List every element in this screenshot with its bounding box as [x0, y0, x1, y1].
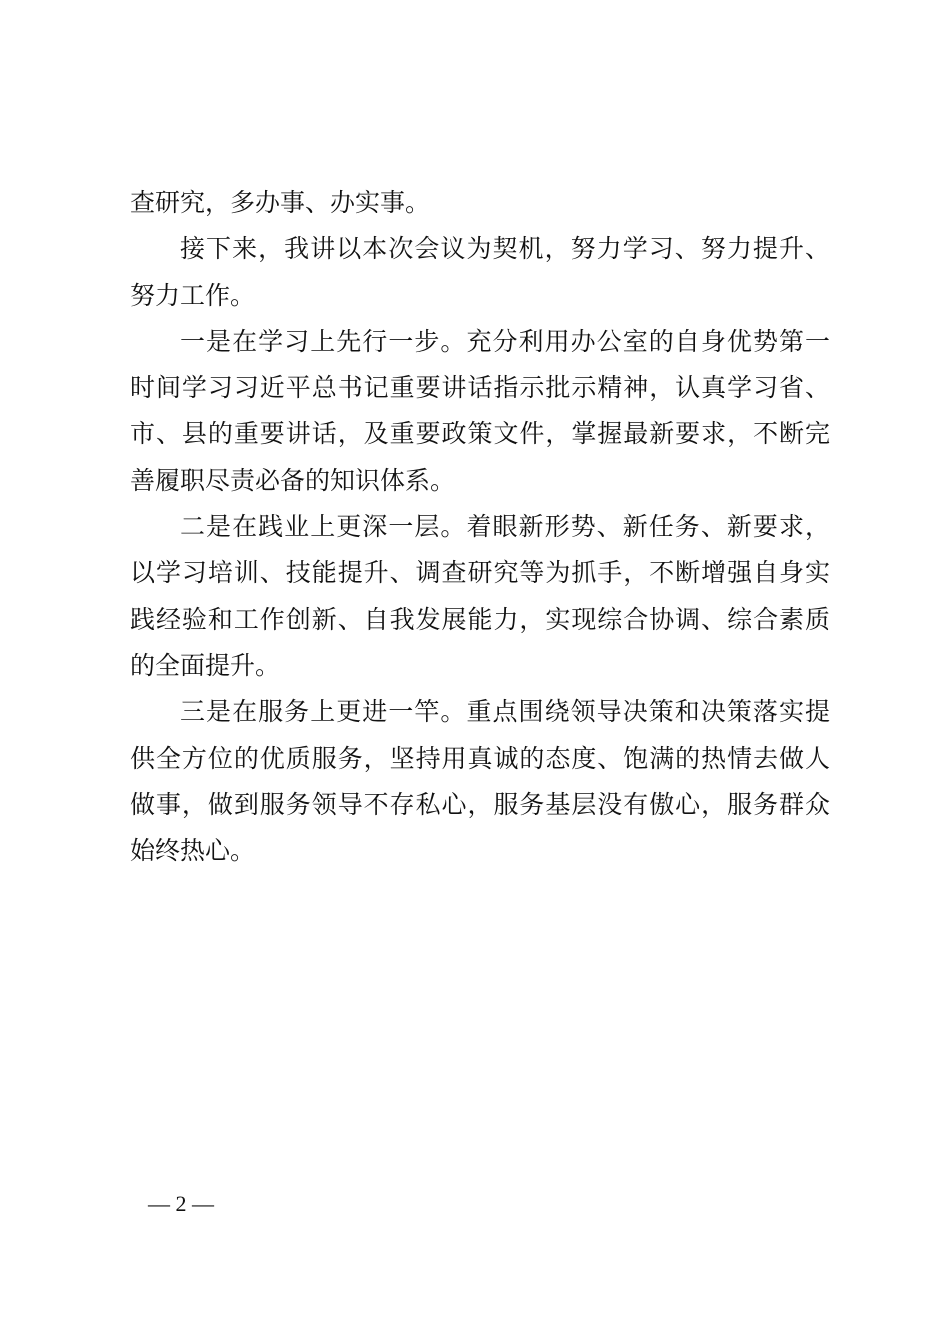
text-line: 市、县的重要讲话，及重要政策文件，掌握最新要求，不断完	[130, 419, 830, 449]
text-line: 善履职尽责必备的知识体系。	[130, 465, 456, 495]
text-line: 三是在服务上更进一竿。重点围绕领导决策和决策落实提	[180, 697, 830, 727]
text-line: 以学习培训、技能提升、调查研究等为抓手，不断增强自身实	[130, 558, 830, 588]
text-line: 践经验和工作创新、自我发展能力，实现综合协调、综合素质	[130, 604, 830, 634]
text-line: 的全面提升。	[130, 650, 281, 680]
text-line: 二是在践业上更深一层。着眼新形势、新任务、新要求，	[180, 512, 830, 542]
page-number: — 2 —	[148, 1191, 214, 1216]
text-line: 始终热心。	[130, 836, 256, 866]
text-line: 时间学习习近平总书记重要讲话指示批示精神，认真学习省、	[130, 373, 830, 403]
text-line: 一是在学习上先行一步。充分利用办公室的自身优势第一	[180, 326, 830, 356]
text-line: 供全方位的优质服务，坚持用真诚的态度、饱满的热情去做人	[130, 743, 830, 773]
text-line: 做事，做到服务领导不存私心，服务基层没有傲心，服务群众	[130, 789, 830, 819]
text-line: 努力工作。	[130, 280, 256, 310]
body-text	[130, 180, 830, 874]
text-line: 接下来，我讲以本次会议为契机，努力学习、努力提升、	[180, 234, 830, 264]
text-line: 查研究，多办事、办实事。	[130, 188, 431, 217]
